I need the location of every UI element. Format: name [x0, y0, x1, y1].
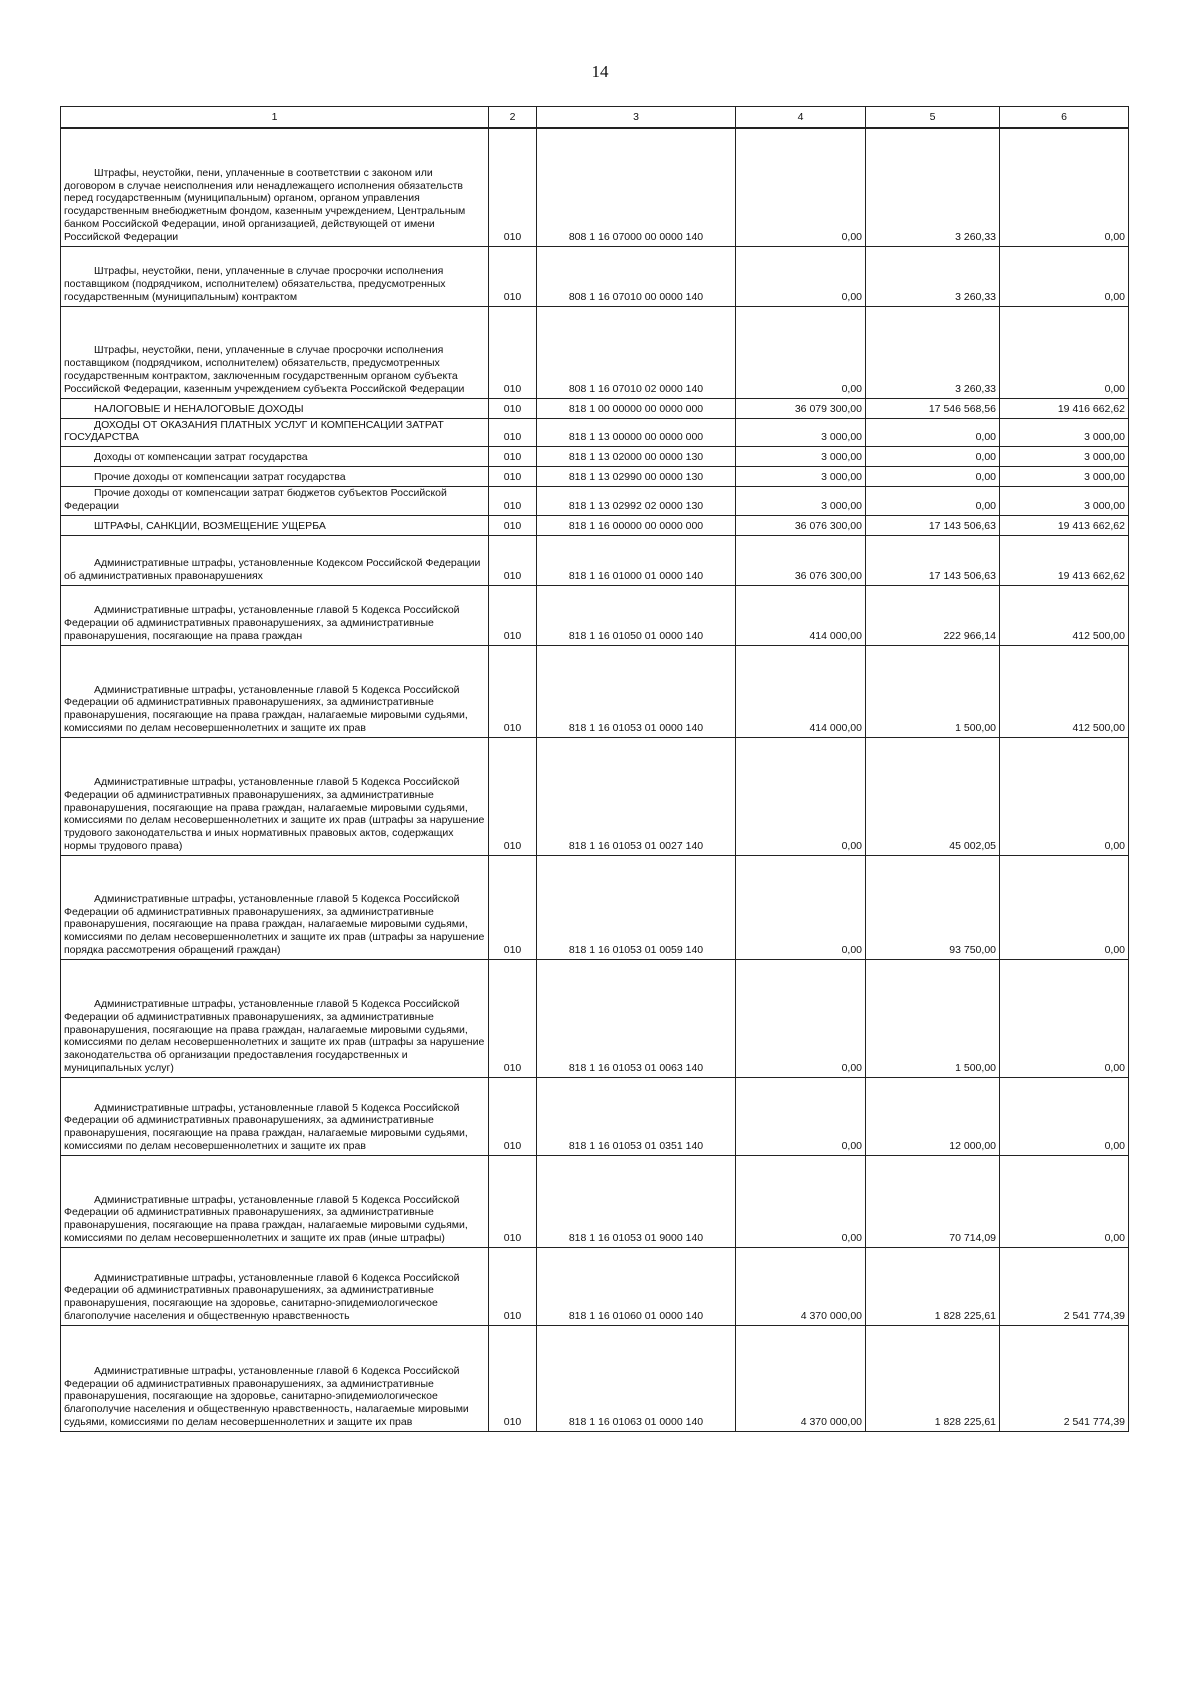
- value-cell-col4: 0,00: [736, 128, 866, 246]
- table-row: [61, 418, 1129, 447]
- value-cell-col6: 0,00: [1000, 855, 1129, 959]
- budget-code-cell: 818 1 13 02990 00 0000 130: [537, 467, 736, 487]
- line-code-cell: 010: [489, 737, 537, 855]
- line-code-cell: 010: [489, 398, 537, 418]
- value-cell-col5: 222 966,14: [866, 585, 1000, 645]
- value-cell-col4: 36 079 300,00: [736, 398, 866, 418]
- row-name-text: Прочие доходы от компенсации затрат государства: [94, 471, 346, 484]
- line-code-cell: 010: [489, 535, 537, 585]
- value-cell-col5: 1 828 225,61: [866, 1247, 1000, 1325]
- value-cell-col4: 414 000,00: [736, 585, 866, 645]
- value-cell-col5: 45 002,05: [866, 737, 1000, 855]
- value-cell-col5: 17 546 568,56: [866, 398, 1000, 418]
- row-name-text: Административные штрафы, установленные Кодексом Российской Федерации об административных правонарушениях: [64, 557, 481, 582]
- value-cell-col4: 0,00: [736, 959, 866, 1077]
- line-code-cell: 010: [489, 128, 537, 246]
- line-code-cell: 010: [489, 515, 537, 535]
- value-cell-col6: 3 000,00: [1000, 467, 1129, 487]
- value-cell-col6: 3 000,00: [1000, 487, 1129, 516]
- row-name-text: Административные штрафы, установленные главой 6 Кодекса Российской Федерации об административных правонарушениях, за административные правонарушения, посягающие на здоровье, санитарно-эпидемиологическое благополучие населения и общественную нравственность, налагаемые мировыми судьями, комиссиями по делам несовершеннолетних и защите их прав: [64, 1364, 469, 1428]
- value-cell-col5: 0,00: [866, 487, 1000, 516]
- budget-code-cell: 818 1 16 01053 01 0351 140: [537, 1077, 736, 1155]
- row-name-text: Административные штрафы, установленные главой 6 Кодекса Российской Федерации об административных правонарушениях, за административные правонарушения, посягающие на здоровье, санитарно-эпидемиологическое благополучие населения и общественную нравственность: [64, 1271, 460, 1322]
- table-row: [61, 467, 1129, 487]
- row-name-text: Административные штрафы, установленные главой 5 Кодекса Российской Федерации об административных правонарушениях, за административные правонарушения, посягающие на права граждан: [64, 604, 460, 642]
- revenue-table: [60, 106, 1129, 1432]
- row-name-text: НАЛОГОВЫЕ И НЕНАЛОГОВЫЕ ДОХОДЫ: [94, 402, 304, 415]
- value-cell-col4: 0,00: [736, 306, 866, 398]
- table-row: [61, 447, 1129, 467]
- row-name-cell: [61, 645, 489, 737]
- value-cell-col6: 3 000,00: [1000, 447, 1129, 467]
- row-name-cell: [61, 467, 489, 487]
- value-cell-col6: 412 500,00: [1000, 645, 1129, 737]
- value-cell-col5: 17 143 506,63: [866, 535, 1000, 585]
- line-code-cell: 010: [489, 487, 537, 516]
- value-cell-col5: 1 500,00: [866, 959, 1000, 1077]
- value-cell-col5: 0,00: [866, 447, 1000, 467]
- value-cell-col4: 4 370 000,00: [736, 1247, 866, 1325]
- page-number: 14: [591, 62, 609, 81]
- column-number-header-row: [61, 107, 1129, 129]
- table-row: [61, 1077, 1129, 1155]
- row-name-text: Административные штрафы, установленные главой 5 Кодекса Российской Федерации об административных правонарушениях, за административные правонарушения, посягающие на права граждан, налагаемые мировыми судьями, комиссиями по делам несовершеннолетних и защите их прав (штрафы за нарушение законодательства об организации предоставления государственных и муниципальных услуг): [64, 997, 485, 1074]
- line-code-cell: 010: [489, 306, 537, 398]
- row-name-text: Административные штрафы, установленные главой 5 Кодекса Российской Федерации об административных правонарушениях, за административные правонарушения, посягающие на права граждан, налагаемые мировыми судьями, комиссиями по делам несовершеннолетних и защите их прав: [64, 683, 468, 734]
- value-cell-col6: 3 000,00: [1000, 418, 1129, 447]
- row-name-cell: [61, 515, 489, 535]
- line-code-cell: 010: [489, 1247, 537, 1325]
- row-name-text: Штрафы, неустойки, пени, уплаченные в случае просрочки исполнения поставщиком (подрядчиком, исполнителем) обязательств, предусмотренных государственным контрактом, заключенным государственным органом субъекта Российской Федерации, казенным учреждением субъекта Российской Федерации: [64, 344, 465, 395]
- table-row: [61, 1325, 1129, 1431]
- value-cell-col4: 0,00: [736, 246, 866, 306]
- row-name-cell: [61, 418, 489, 447]
- value-cell-col6: 2 541 774,39: [1000, 1247, 1129, 1325]
- row-name-cell: [61, 1325, 489, 1431]
- table-row: [61, 398, 1129, 418]
- value-cell-col6: 19 413 662,62: [1000, 535, 1129, 585]
- value-cell-col5: 3 260,33: [866, 128, 1000, 246]
- table-row: [61, 246, 1129, 306]
- row-name-cell: [61, 737, 489, 855]
- table-row: [61, 737, 1129, 855]
- column-header-3: 3: [537, 107, 736, 129]
- value-cell-col6: 0,00: [1000, 1155, 1129, 1247]
- budget-code-cell: 818 1 16 01053 01 0059 140: [537, 855, 736, 959]
- value-cell-col4: 4 370 000,00: [736, 1325, 866, 1431]
- value-cell-col6: 2 541 774,39: [1000, 1325, 1129, 1431]
- budget-code-cell: 818 1 16 01000 01 0000 140: [537, 535, 736, 585]
- budget-code-cell: 818 1 13 02000 00 0000 130: [537, 447, 736, 467]
- value-cell-col5: 93 750,00: [866, 855, 1000, 959]
- row-name-cell: [61, 1077, 489, 1155]
- value-cell-col4: 0,00: [736, 855, 866, 959]
- table-row: [61, 306, 1129, 398]
- line-code-cell: 010: [489, 418, 537, 447]
- row-name-cell: [61, 306, 489, 398]
- row-name-text: Административные штрафы, установленные главой 5 Кодекса Российской Федерации об административных правонарушениях, за административные правонарушения, посягающие на права граждан, налагаемые мировыми судьями, комиссиями по делам несовершеннолетних и защите их прав (штрафы за нарушение порядка рассмотрения обращений граждан): [64, 892, 485, 956]
- line-code-cell: 010: [489, 447, 537, 467]
- value-cell-col6: 19 413 662,62: [1000, 515, 1129, 535]
- value-cell-col6: 0,00: [1000, 1077, 1129, 1155]
- budget-code-cell: 818 1 16 00000 00 0000 000: [537, 515, 736, 535]
- column-header-2: 2: [489, 107, 537, 129]
- table-row: [61, 855, 1129, 959]
- value-cell-col6: 412 500,00: [1000, 585, 1129, 645]
- table-row: [61, 128, 1129, 246]
- row-name-cell: [61, 959, 489, 1077]
- row-name-text: Штрафы, неустойки, пени, уплаченные в соответствии с законом или договором в случае неисполнения или ненадлежащего исполнения обязательств перед государственным (муниципальным) органом, органом управления государственным внебюджетным фондом, казенным учреждением, Центральным банком Российской Федерации, иной организацией, действующей от имени Российской Федерации: [64, 166, 466, 243]
- table-row: [61, 585, 1129, 645]
- row-name-cell: [61, 1155, 489, 1247]
- table-row: [61, 535, 1129, 585]
- value-cell-col4: 3 000,00: [736, 447, 866, 467]
- budget-code-cell: 808 1 16 07010 00 0000 140: [537, 246, 736, 306]
- row-name-cell: [61, 855, 489, 959]
- row-name-cell: [61, 398, 489, 418]
- value-cell-col5: 0,00: [866, 467, 1000, 487]
- budget-code-cell: 808 1 16 07010 02 0000 140: [537, 306, 736, 398]
- budget-code-cell: 808 1 16 07000 00 0000 140: [537, 128, 736, 246]
- row-name-cell: [61, 128, 489, 246]
- line-code-cell: 010: [489, 1155, 537, 1247]
- row-name-cell: [61, 535, 489, 585]
- table-row: [61, 959, 1129, 1077]
- row-name-text: Административные штрафы, установленные главой 5 Кодекса Российской Федерации об административных правонарушениях, за административные правонарушения, посягающие на права граждан, налагаемые мировыми судьями, комиссиями по делам несовершеннолетних и защите их прав: [64, 1101, 468, 1152]
- column-header-6: 6: [1000, 107, 1129, 129]
- table-row: [61, 645, 1129, 737]
- table-row: [61, 515, 1129, 535]
- value-cell-col6: 0,00: [1000, 306, 1129, 398]
- value-cell-col5: 12 000,00: [866, 1077, 1000, 1155]
- value-cell-col6: 0,00: [1000, 128, 1129, 246]
- value-cell-col4: 36 076 300,00: [736, 515, 866, 535]
- row-name-text: ДОХОДЫ ОТ ОКАЗАНИЯ ПЛАТНЫХ УСЛУГ И КОМПЕНСАЦИИ ЗАТРАТ ГОСУДАРСТВА: [64, 418, 444, 444]
- table-body: [61, 128, 1129, 1431]
- budget-code-cell: 818 1 16 01053 01 0063 140: [537, 959, 736, 1077]
- row-name-text: ШТРАФЫ, САНКЦИИ, ВОЗМЕЩЕНИЕ УЩЕРБА: [94, 519, 326, 532]
- value-cell-col5: 1 828 225,61: [866, 1325, 1000, 1431]
- value-cell-col5: 1 500,00: [866, 645, 1000, 737]
- column-header-5: 5: [866, 107, 1000, 129]
- line-code-cell: 010: [489, 585, 537, 645]
- value-cell-col4: 0,00: [736, 1155, 866, 1247]
- row-name-cell: [61, 1247, 489, 1325]
- column-header-4: 4: [736, 107, 866, 129]
- row-name-cell: [61, 246, 489, 306]
- value-cell-col5: 0,00: [866, 418, 1000, 447]
- value-cell-col4: 36 076 300,00: [736, 535, 866, 585]
- value-cell-col4: 3 000,00: [736, 467, 866, 487]
- row-name-text: Доходы от компенсации затрат государства: [94, 451, 308, 464]
- line-code-cell: 010: [489, 855, 537, 959]
- value-cell-col4: 0,00: [736, 1077, 866, 1155]
- value-cell-col6: 0,00: [1000, 737, 1129, 855]
- row-name-text: Административные штрафы, установленные главой 5 Кодекса Российской Федерации об административных правонарушениях, за административные правонарушения, посягающие на права граждан, налагаемые мировыми судьями, комиссиями по делам несовершеннолетних и защите их прав (штрафы за нарушение трудового законодательства и иных нормативных правовых актов, содержащих нормы трудового права): [64, 775, 485, 852]
- value-cell-col6: 19 416 662,62: [1000, 398, 1129, 418]
- value-cell-col5: 70 714,09: [866, 1155, 1000, 1247]
- table-row: [61, 487, 1129, 516]
- line-code-cell: 010: [489, 1325, 537, 1431]
- row-name-text: Штрафы, неустойки, пени, уплаченные в случае просрочки исполнения поставщиком (подрядчиком, исполнителем) обязательства, предусмотренных государственным (муниципальным) контрактом: [64, 265, 446, 303]
- value-cell-col6: 0,00: [1000, 246, 1129, 306]
- value-cell-col6: 0,00: [1000, 959, 1129, 1077]
- value-cell-col5: 3 260,33: [866, 306, 1000, 398]
- budget-code-cell: 818 1 16 01053 01 9000 140: [537, 1155, 736, 1247]
- budget-code-cell: 818 1 16 01063 01 0000 140: [537, 1325, 736, 1431]
- budget-code-cell: 818 1 00 00000 00 0000 000: [537, 398, 736, 418]
- budget-code-cell: 818 1 16 01053 01 0027 140: [537, 737, 736, 855]
- line-code-cell: 010: [489, 1077, 537, 1155]
- value-cell-col5: 3 260,33: [866, 246, 1000, 306]
- column-header-1: 1: [61, 107, 489, 129]
- table-row: [61, 1247, 1129, 1325]
- row-name-cell: [61, 487, 489, 516]
- value-cell-col4: 0,00: [736, 737, 866, 855]
- row-name-cell: [61, 585, 489, 645]
- line-code-cell: 010: [489, 959, 537, 1077]
- budget-code-cell: 818 1 13 02992 02 0000 130: [537, 487, 736, 516]
- row-name-text: Административные штрафы, установленные главой 5 Кодекса Российской Федерации об административных правонарушениях, за административные правонарушения, посягающие на права граждан, налагаемые мировыми судьями, комиссиями по делам несовершеннолетних и защите их прав (иные штрафы): [64, 1193, 468, 1244]
- budget-code-cell: 818 1 16 01050 01 0000 140: [537, 585, 736, 645]
- value-cell-col4: 414 000,00: [736, 645, 866, 737]
- value-cell-col5: 17 143 506,63: [866, 515, 1000, 535]
- row-name-text: Прочие доходы от компенсации затрат бюджетов субъектов Российской Федерации: [64, 487, 447, 512]
- row-name-cell: [61, 447, 489, 467]
- value-cell-col4: 3 000,00: [736, 487, 866, 516]
- budget-code-cell: 818 1 13 00000 00 0000 000: [537, 418, 736, 447]
- budget-code-cell: 818 1 16 01060 01 0000 140: [537, 1247, 736, 1325]
- line-code-cell: 010: [489, 467, 537, 487]
- table-row: [61, 1155, 1129, 1247]
- line-code-cell: 010: [489, 645, 537, 737]
- value-cell-col4: 3 000,00: [736, 418, 866, 447]
- budget-code-cell: 818 1 16 01053 01 0000 140: [537, 645, 736, 737]
- line-code-cell: 010: [489, 246, 537, 306]
